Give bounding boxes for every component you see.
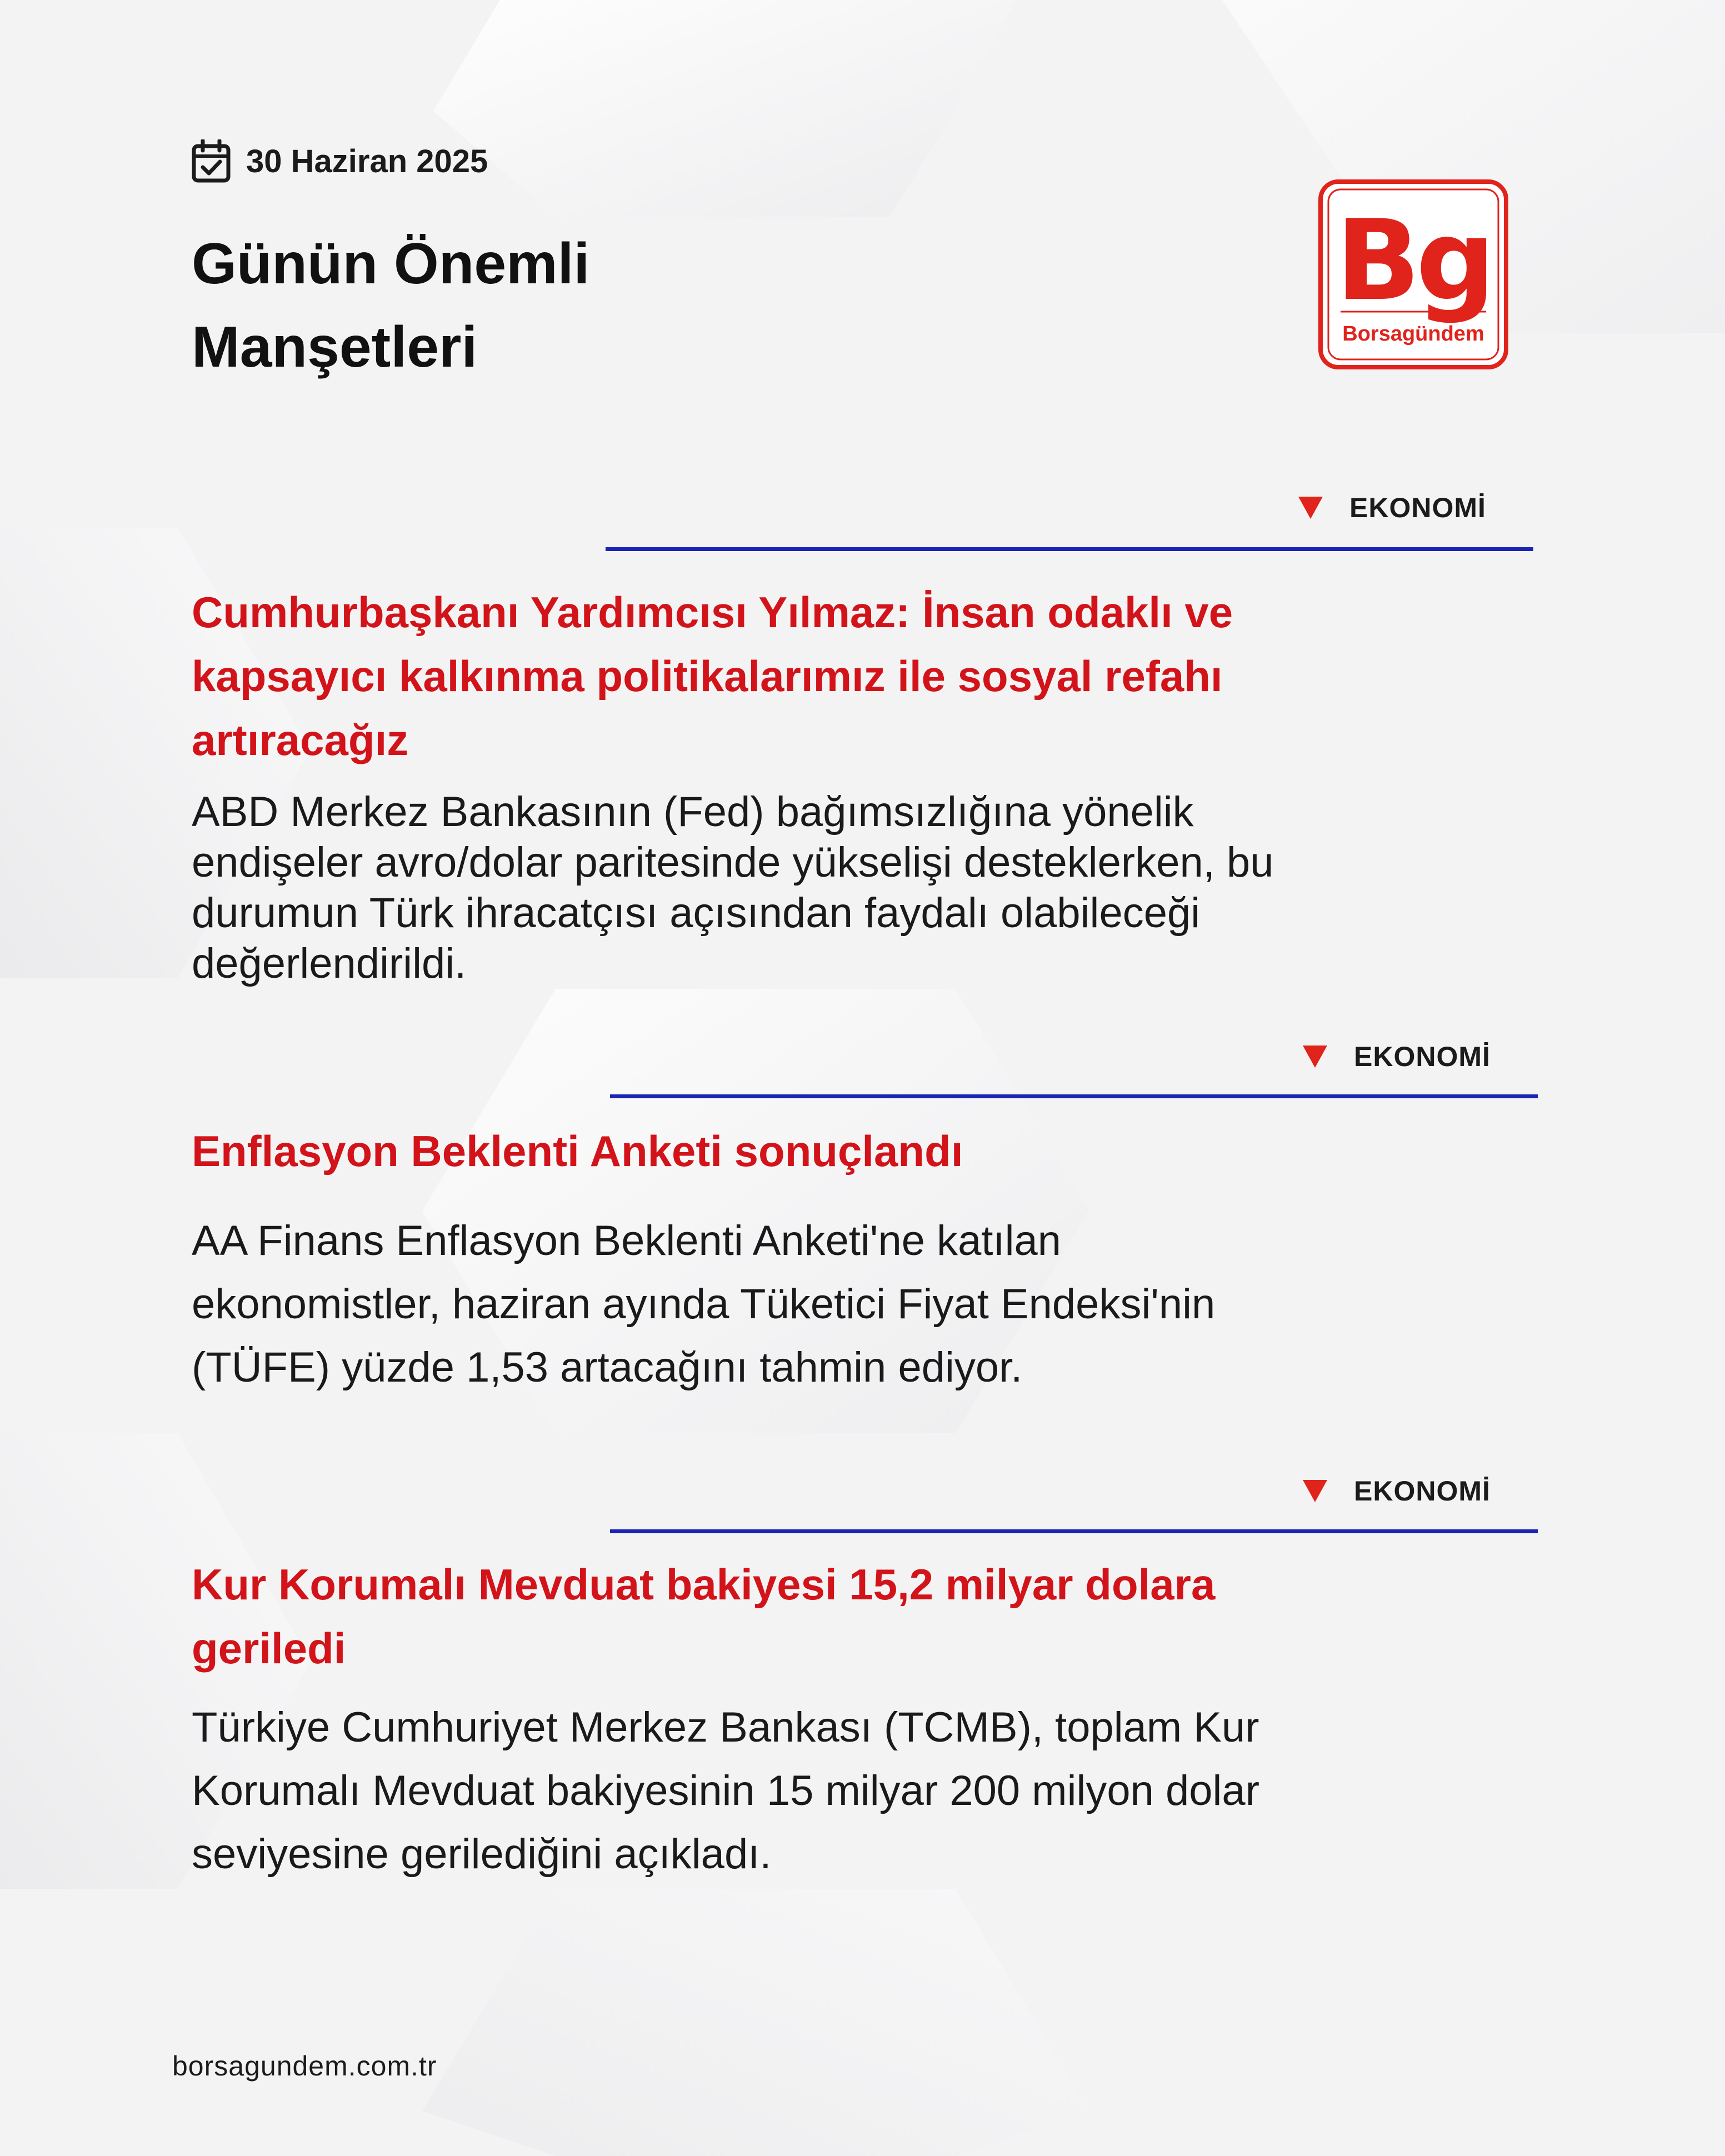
headline-line: Kur Korumalı Mevduat bakiyesi 15,2 milyar dolara <box>192 1560 1216 1609</box>
article-category <box>1303 1041 1491 1073</box>
headline-line: Cumhurbaşkanı Yardımcısı Yılmaz: İnsan odaklı ve <box>192 588 1233 637</box>
headline-line: kapsayıcı kalkınma politikalarımız ile sosyal refahı <box>192 652 1223 701</box>
summary-line: Türkiye Cumhuriyet Merkez Bankası (TCMB), toplam Kur <box>192 1704 1259 1751</box>
section-divider <box>610 1094 1538 1098</box>
article-category <box>1303 1475 1491 1507</box>
summary-line: seviyesine gerilediğini açıkladı. <box>192 1830 772 1878</box>
headline-line: geriledi <box>192 1624 346 1673</box>
summary-line: endişeler avro/dolar paritesinde yükselişi desteklerken, bu <box>192 839 1274 886</box>
headline-line: artıracağız <box>192 716 409 764</box>
borsagundem-logo <box>1318 179 1508 369</box>
article-summary <box>192 787 1536 989</box>
calendar-check-icon <box>192 139 231 183</box>
summary-line: (TÜFE) yüzde 1,53 artacağını tahmin ediyor. <box>192 1344 1023 1391</box>
footer-url[interactable]: borsagundem.com.tr <box>172 2050 437 2082</box>
triangle-down-icon <box>1303 1480 1327 1502</box>
logo-name: Borsagündem <box>1342 322 1484 346</box>
summary-line: AA Finans Enflasyon Beklenti Anketi'ne katılan <box>192 1217 1062 1264</box>
logo-mark: Bg <box>1336 196 1491 326</box>
summary-line: ekonomistler, haziran ayında Tüketici Fiyat Endeksi'nin <box>192 1280 1216 1328</box>
category-label: EKONOMİ <box>1354 1041 1491 1072</box>
summary-line: değerlendirildi. <box>192 940 467 987</box>
article-headline[interactable] <box>192 1119 1536 1183</box>
summary-line: Korumalı Mevduat bakiyesinin 15 milyar 200 milyon dolar <box>192 1767 1260 1814</box>
headline-line: Enflasyon Beklenti Anketi sonuçlandı <box>192 1127 963 1175</box>
article-headline[interactable] <box>192 1553 1536 1680</box>
article-summary <box>192 1209 1536 1399</box>
article-headline[interactable] <box>192 581 1536 772</box>
triangle-down-icon <box>1298 497 1323 519</box>
category-label: EKONOMİ <box>1354 1475 1491 1507</box>
date-label: 30 Haziran 2025 <box>246 143 488 179</box>
article-summary <box>192 1696 1536 1886</box>
section-divider <box>610 1529 1538 1533</box>
page-title-line: Manşetleri <box>192 315 478 379</box>
page-title-line: Günün Önemli <box>192 232 590 296</box>
summary-line: ABD Merkez Bankasının (Fed) bağımsızlığına yönelik <box>192 788 1194 836</box>
category-label: EKONOMİ <box>1349 492 1486 523</box>
summary-line: durumun Türk ihracatçısı açısından faydalı olabileceği <box>192 889 1201 937</box>
section-divider <box>606 547 1533 551</box>
page-title <box>192 222 858 389</box>
article-category <box>1298 492 1486 524</box>
date-row <box>192 139 488 183</box>
triangle-down-icon <box>1303 1046 1327 1068</box>
